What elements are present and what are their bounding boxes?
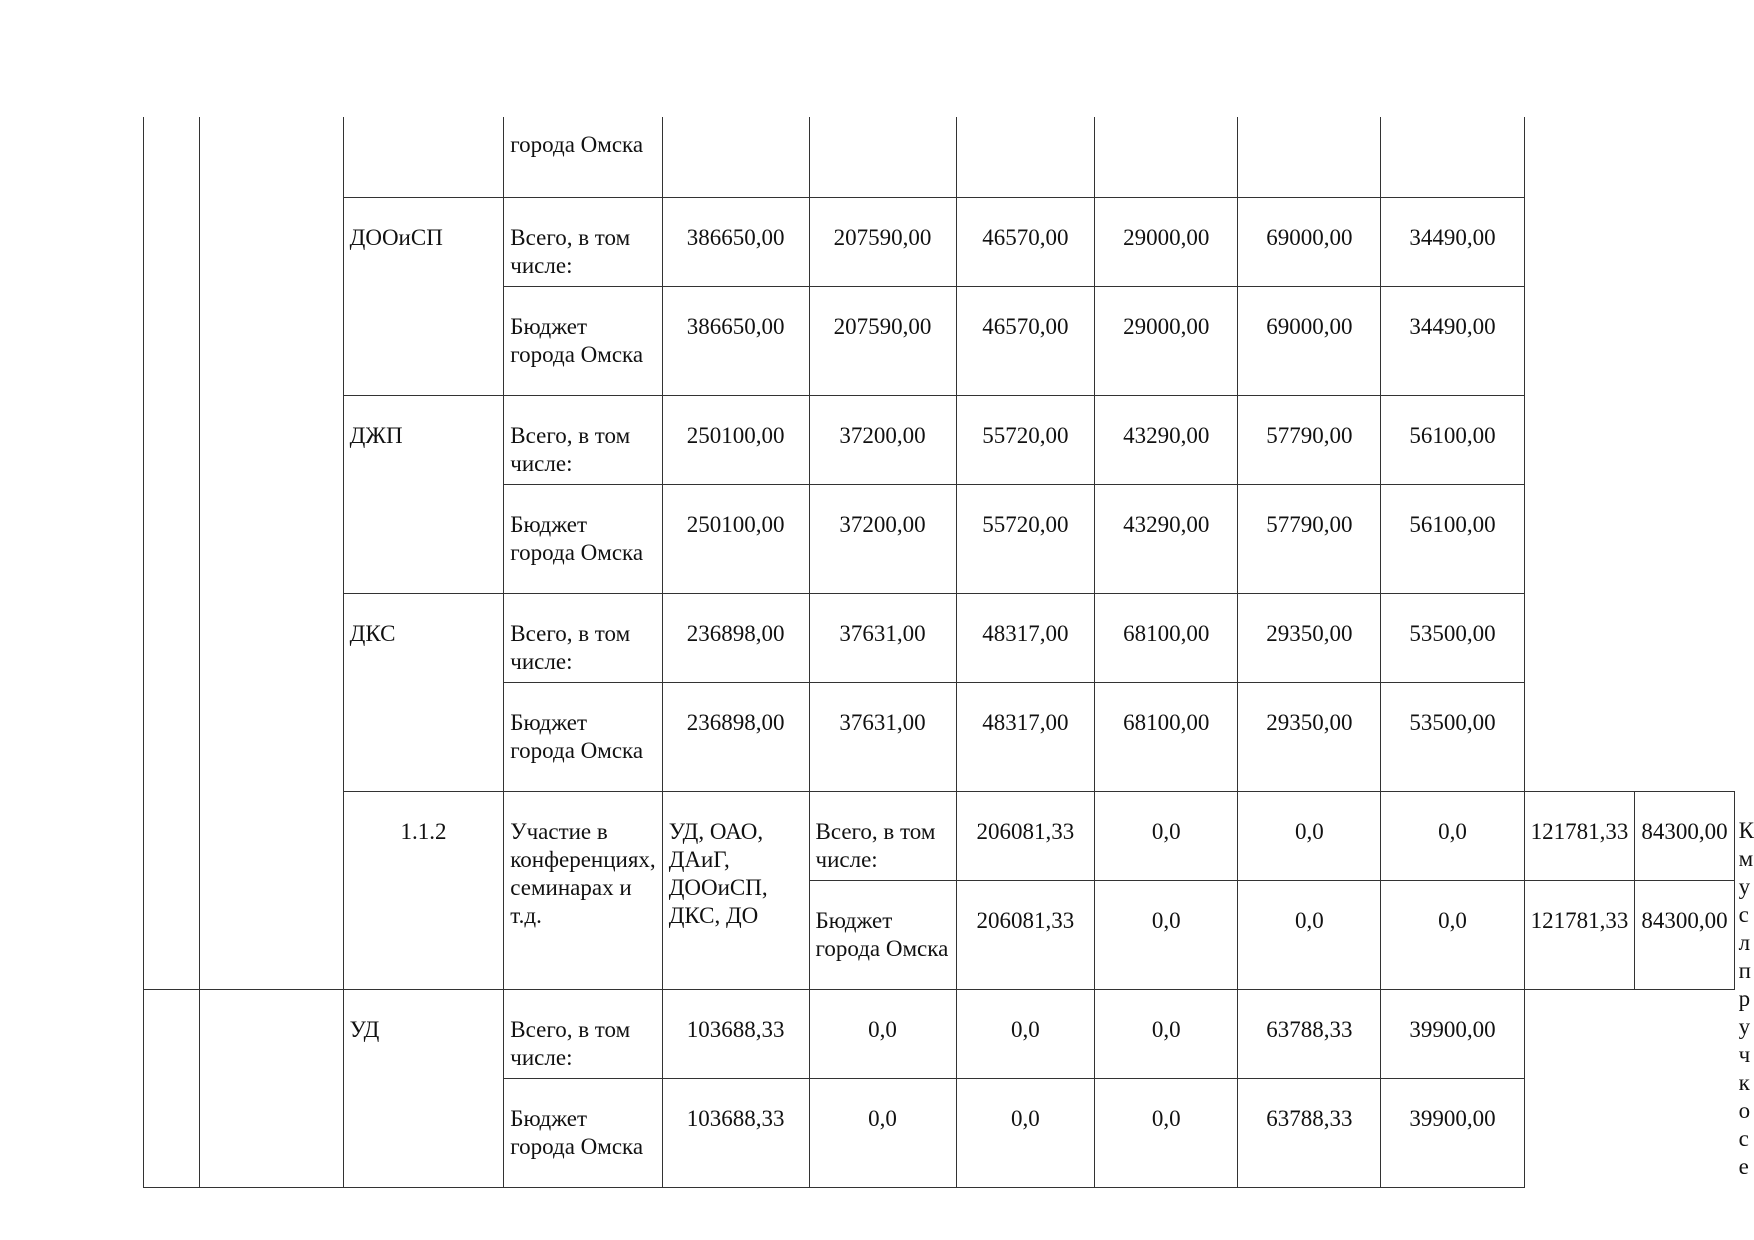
value-cell: 207590,00 [809, 197, 956, 286]
value-cell: 53500,00 [1381, 682, 1524, 791]
value-cell: 63788,33 [1238, 989, 1381, 1078]
value-cell: 34490,00 [1381, 286, 1524, 395]
value-cell [809, 117, 956, 197]
value-cell: 34490,00 [1381, 197, 1524, 286]
value-cell: 0,0 [1238, 880, 1381, 989]
value-cell: 46570,00 [956, 286, 1095, 395]
value-cell: 48317,00 [956, 682, 1095, 791]
table-row [144, 117, 1754, 197]
value-cell: 207590,00 [809, 286, 956, 395]
item-number-cell [144, 117, 200, 989]
item-name-cell [199, 117, 343, 989]
value-cell: 43290,00 [1095, 484, 1238, 593]
source-cell: Бюджет города Омска [809, 880, 956, 989]
value-cell: 68100,00 [1095, 682, 1238, 791]
value-cell: 29000,00 [1095, 286, 1238, 395]
value-cell: 206081,33 [956, 880, 1095, 989]
value-cell: 103688,33 [662, 1078, 809, 1187]
value-cell: 121781,33 [1524, 880, 1635, 989]
value-cell: 386650,00 [662, 197, 809, 286]
table-row [144, 593, 1754, 682]
value-cell: 0,0 [1381, 791, 1524, 880]
value-cell: 236898,00 [662, 593, 809, 682]
value-cell: 250100,00 [662, 395, 809, 484]
value-cell: 0,0 [956, 1078, 1095, 1187]
value-cell: 0,0 [809, 989, 956, 1078]
value-cell: 69000,00 [1238, 197, 1381, 286]
executor-cell [343, 117, 504, 197]
table-row [144, 791, 1754, 880]
value-cell: 0,0 [1381, 880, 1524, 989]
value-cell [956, 117, 1095, 197]
value-cell: 69000,00 [1238, 286, 1381, 395]
item-name-cell [199, 989, 343, 1187]
value-cell: 39900,00 [1381, 1078, 1524, 1187]
funding-table [143, 117, 1754, 1188]
value-cell: 53500,00 [1381, 593, 1524, 682]
source-cell: Всего, в том числе: [504, 197, 662, 286]
value-cell: 0,0 [1095, 989, 1238, 1078]
value-cell [1238, 117, 1381, 197]
value-cell: 48317,00 [956, 593, 1095, 682]
value-cell: 37631,00 [809, 593, 956, 682]
value-cell [662, 117, 809, 197]
value-cell: 39900,00 [1381, 989, 1524, 1078]
item-name-cell: Участие в конференциях, семинарах и т.д. [504, 791, 662, 989]
value-cell: 0,0 [1095, 1078, 1238, 1187]
source-cell: Бюджет города Омска [504, 1078, 662, 1187]
value-cell: 37200,00 [809, 395, 956, 484]
source-cell: Всего, в том числе: [504, 395, 662, 484]
value-cell: 57790,00 [1238, 395, 1381, 484]
item-number-cell [144, 989, 200, 1187]
value-cell: 68100,00 [1095, 593, 1238, 682]
value-cell: 29350,00 [1238, 593, 1381, 682]
value-cell: 29350,00 [1238, 682, 1381, 791]
value-cell: 63788,33 [1238, 1078, 1381, 1187]
value-cell: 37631,00 [809, 682, 956, 791]
executor-cell: ДКС [343, 593, 504, 791]
value-cell: 0,0 [1238, 791, 1381, 880]
value-cell: 0,0 [809, 1078, 956, 1187]
result-cell-clipped: Кмуслпручкосе [1738, 818, 1754, 1179]
value-cell: 103688,33 [662, 989, 809, 1078]
value-cell: 386650,00 [662, 286, 809, 395]
value-cell: 250100,00 [662, 484, 809, 593]
value-cell: 84300,00 [1635, 791, 1734, 880]
value-cell [1381, 117, 1524, 197]
value-cell: 0,0 [1095, 880, 1238, 989]
source-cell: Всего, в том числе: [504, 593, 662, 682]
value-cell: 43290,00 [1095, 395, 1238, 484]
executor-cell: ДООиСП [343, 197, 504, 395]
executor-cell: УД, ОАО, ДАиГ, ДООиСП, ДКС, ДО [662, 791, 809, 989]
item-number-cell: 1.1.2 [343, 791, 504, 989]
value-cell: 236898,00 [662, 682, 809, 791]
source-cell: Всего, в том числе: [809, 791, 956, 880]
value-cell: 55720,00 [956, 484, 1095, 593]
executor-cell: УД [343, 989, 504, 1187]
value-cell: 57790,00 [1238, 484, 1381, 593]
table-row [144, 197, 1754, 286]
value-cell: 121781,33 [1524, 791, 1635, 880]
value-cell: 0,0 [956, 989, 1095, 1078]
table-row [144, 395, 1754, 484]
value-cell [1095, 117, 1238, 197]
source-cell: Бюджет города Омска [504, 682, 662, 791]
value-cell: 206081,33 [956, 791, 1095, 880]
value-cell: 46570,00 [956, 197, 1095, 286]
table-row [144, 989, 1754, 1078]
source-cell: города Омска [504, 117, 662, 197]
value-cell: 29000,00 [1095, 197, 1238, 286]
value-cell: 55720,00 [956, 395, 1095, 484]
value-cell: 37200,00 [809, 484, 956, 593]
source-cell: Бюджет города Омска [504, 286, 662, 395]
value-cell: 56100,00 [1381, 484, 1524, 593]
value-cell: 0,0 [1095, 791, 1238, 880]
value-cell: 56100,00 [1381, 395, 1524, 484]
source-cell: Бюджет города Омска [504, 484, 662, 593]
executor-cell: ДЖП [343, 395, 504, 593]
source-cell: Всего, в том числе: [504, 989, 662, 1078]
value-cell: 84300,00 [1635, 880, 1734, 989]
